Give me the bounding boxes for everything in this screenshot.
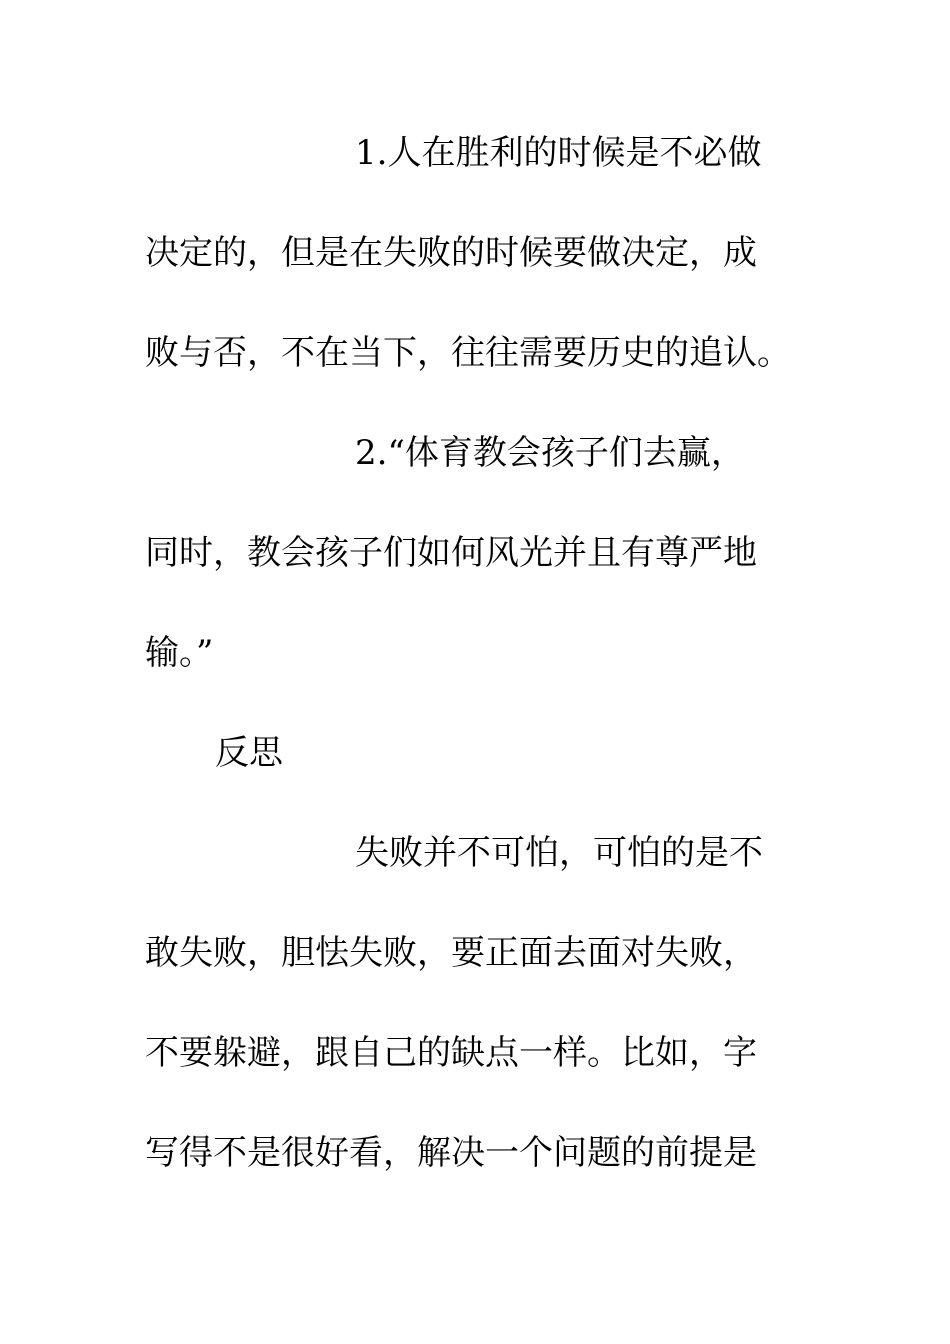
section-heading: 反思 (215, 733, 283, 773)
text-line-6: 输。” (145, 633, 214, 673)
text-line-4: 2.“体育教会孩子们去赢， (355, 433, 745, 473)
text-line-11: 写得不是很好看，解决一个问题的前提是 (145, 1133, 757, 1173)
text-line-3: 败与否，不在当下，往往需要历史的追认。 (145, 333, 791, 373)
text-line-2: 决定的，但是在失败的时候要做决定，成 (145, 233, 757, 273)
text-line-9: 敢失败，胆怯失败，要正面去面对失败， (145, 933, 757, 973)
text-line-10: 不要躲避，跟自己的缺点一样。比如，字 (145, 1033, 757, 1073)
text-line-5: 同时，教会孩子们如何风光并且有尊严地 (145, 533, 757, 573)
text-line-8: 失败并不可怕，可怕的是不 (355, 833, 763, 873)
text-line-1: 1.人在胜利的时候是不必做 (355, 133, 762, 173)
